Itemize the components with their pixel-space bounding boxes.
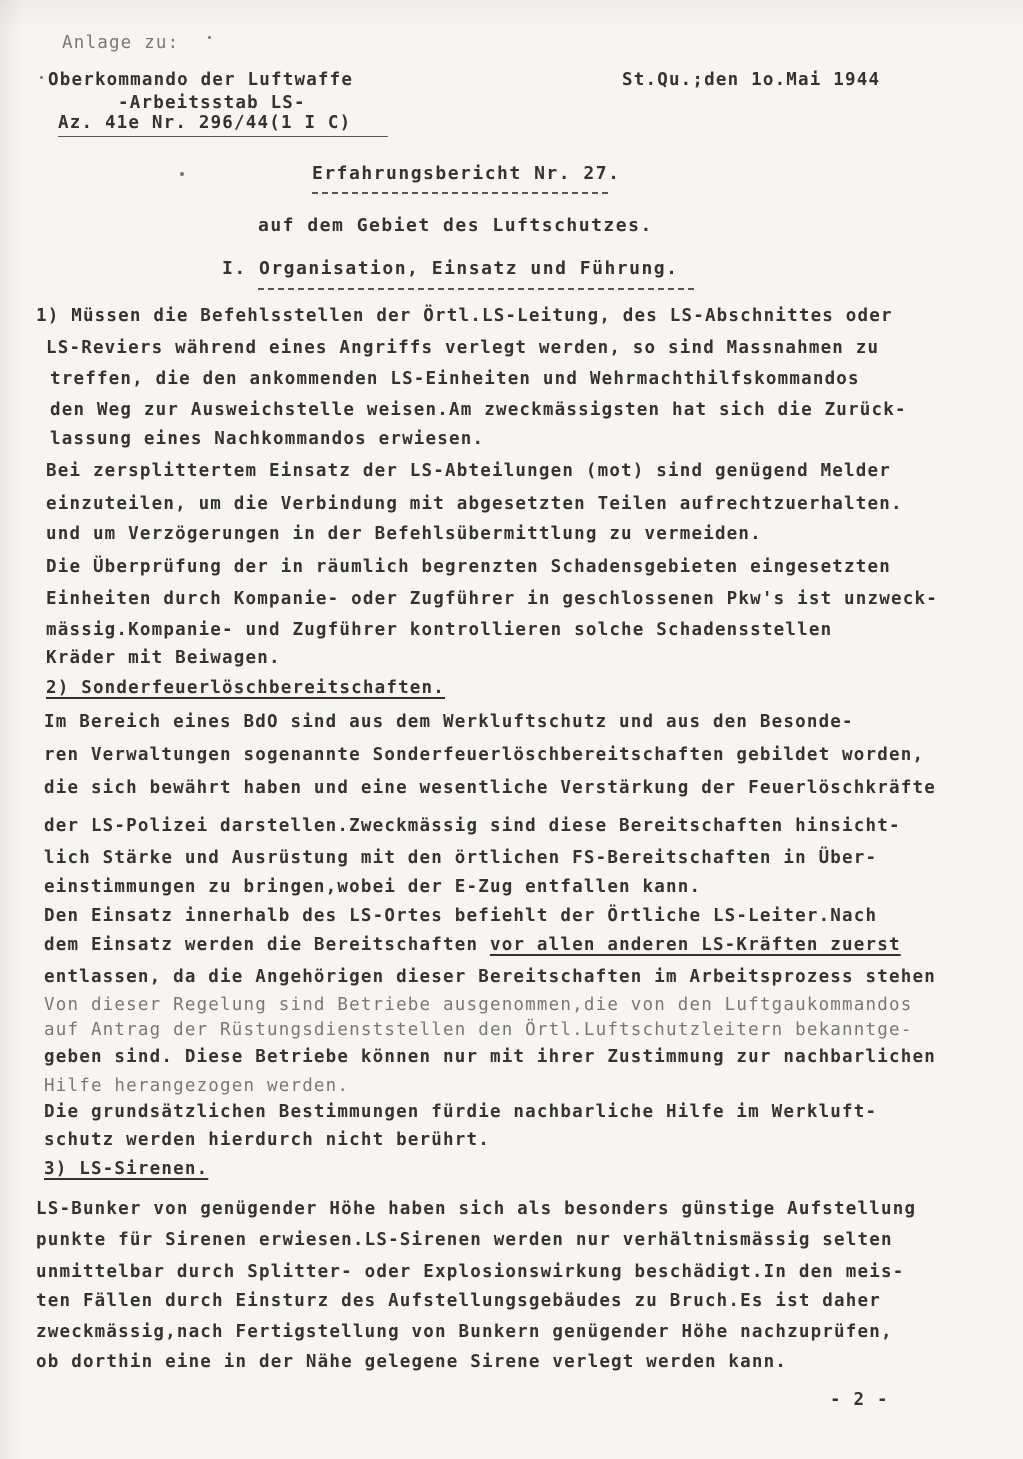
- body-line: ten Fällen durch Einsturz des Aufstellungsgebäudes zu Bruch.Es ist daher: [36, 1291, 881, 1311]
- body-line: LS-Bunker von genügender Höhe haben sich als besonders günstige Aufstellung: [36, 1199, 917, 1219]
- body-line: LS-Reviers während eines Angriffs verlegt werden, so sind Massnahmen zu: [46, 338, 880, 358]
- body-line: lich Stärke und Ausrüstung mit den örtlichen FS-Bereitschaften in Über-: [44, 848, 878, 868]
- page-marker: - 2 -: [830, 1390, 889, 1410]
- body-line: der LS-Polizei darstellen.Zweckmässig sind diese Bereitschaften hinsicht-: [44, 816, 901, 836]
- body-line: und um Verzögerungen in der Befehlsübermittlung zu vermeiden.: [46, 524, 762, 544]
- section-rule: [258, 288, 694, 290]
- org-subunit: -Arbeitsstab LS-: [118, 93, 306, 113]
- scan-speck: [40, 76, 43, 79]
- section-heading: I. Organisation, Einsatz und Führung.: [222, 258, 679, 279]
- scan-speck: [208, 36, 211, 39]
- underlined-phrase: vor allen anderen LS-Kräften zuerst: [489, 935, 901, 955]
- scan-speck: [180, 172, 184, 176]
- body-line: Die grundsätzlichen Bestimmungen fürdie nachbarliche Hilfe im Werkluft-: [44, 1102, 878, 1122]
- subsection-heading: 3) LS-Sirenen.: [44, 1159, 209, 1179]
- body-line: Den Einsatz innerhalb des LS-Ortes befiehlt der Örtliche LS-Leiter.Nach: [44, 906, 878, 926]
- body-line: 1) Müssen die Befehlsstellen der Örtl.LS-Leitung, des LS-Abschnittes oder: [36, 306, 893, 326]
- body-line: Kräder mit Beiwagen.: [46, 648, 281, 668]
- body-line: unmittelbar durch Splitter- oder Explosionswirkung beschädigt.In den meis-: [36, 1262, 905, 1282]
- body-line: die sich bewährt haben und eine wesentliche Verstärkung der Feuerlöschkräfte: [44, 778, 936, 798]
- body-line: treffen, die den ankommenden LS-Einheiten und Wehrmachthilfskommandos: [50, 369, 860, 389]
- body-line: Bei zersplittertem Einsatz der LS-Abteilungen (mot) sind genügend Melder: [46, 461, 891, 481]
- body-line: auf Antrag der Rüstungsdienststellen den Örtl.Luftschutzleitern bekanntge-: [44, 1020, 913, 1040]
- org-name: Oberkommando der Luftwaffe: [48, 70, 354, 90]
- body-line: geben sind. Diese Betriebe können nur mit ihrer Zustimmung zur nachbarlichen: [44, 1047, 936, 1067]
- annex-label: Anlage zu:: [62, 33, 180, 53]
- body-line: [44, 935, 901, 955]
- body-line: ren Verwaltungen sogenannte Sonderfeuerlöschbereitschaften gebildet worden,: [44, 745, 925, 765]
- body-line: einstimmungen zu bringen,wobei der E-Zug entfallen kann.: [44, 877, 702, 897]
- body-line: lassung eines Nachkommandos erwiesen.: [50, 429, 485, 449]
- body-line: mässig.Kompanie- und Zugführer kontrollieren solche Schadensstellen: [46, 620, 833, 640]
- body-line: Im Bereich eines BdO sind aus dem Werkluftschutz und aus den Besonde-: [44, 712, 854, 732]
- body-line: Hilfe herangezogen werden.: [44, 1076, 350, 1096]
- reference-number: Az. 41e Nr. 296/44(1 I C): [58, 113, 352, 133]
- body-line: ob dorthin eine in der Nähe gelegene Sirene verlegt werden kann.: [36, 1352, 788, 1372]
- report-title: Erfahrungsbericht Nr. 27.: [312, 163, 621, 184]
- body-line: Einheiten durch Kompanie- oder Zugführer in geschlossenen Pkw's ist unzweck-: [46, 589, 938, 609]
- title-rule: [312, 192, 608, 194]
- body-line: einzuteilen, um die Verbindung mit abgesetzten Teilen aufrechtzuerhalten.: [46, 494, 903, 514]
- body-line: den Weg zur Ausweichstelle weisen.Am zweckmässigsten hat sich die Zurück-: [50, 400, 907, 420]
- body-line: Von dieser Regelung sind Betriebe ausgenommen,die von den Luftgaukommandos: [44, 995, 913, 1015]
- body-line-start: dem Einsatz werden die Bereitschaften: [44, 935, 490, 955]
- report-subtitle: auf dem Gebiet des Luftschutzes.: [258, 215, 653, 236]
- body-line: zweckmässig,nach Fertigstellung von Bunkern genügender Höhe nachzuprüfen,: [36, 1322, 893, 1342]
- reference-underline: [58, 136, 388, 137]
- body-line: punkte für Sirenen erwiesen.LS-Sirenen werden nur verhältnismässig selten: [36, 1230, 893, 1250]
- subsection-heading: 2) Sonderfeuerlöschbereitschaften.: [46, 678, 446, 698]
- body-line: Die Überprüfung der in räumlich begrenzten Schadensgebieten eingesetzten: [46, 557, 891, 577]
- body-line: schutz werden hierdurch nicht berührt.: [44, 1130, 490, 1150]
- body-line: entlassen, da die Angehörigen dieser Bereitschaften im Arbeitsprozess stehen: [44, 967, 936, 987]
- document-date: St.Qu.;den 1o.Mai 1944: [622, 70, 881, 90]
